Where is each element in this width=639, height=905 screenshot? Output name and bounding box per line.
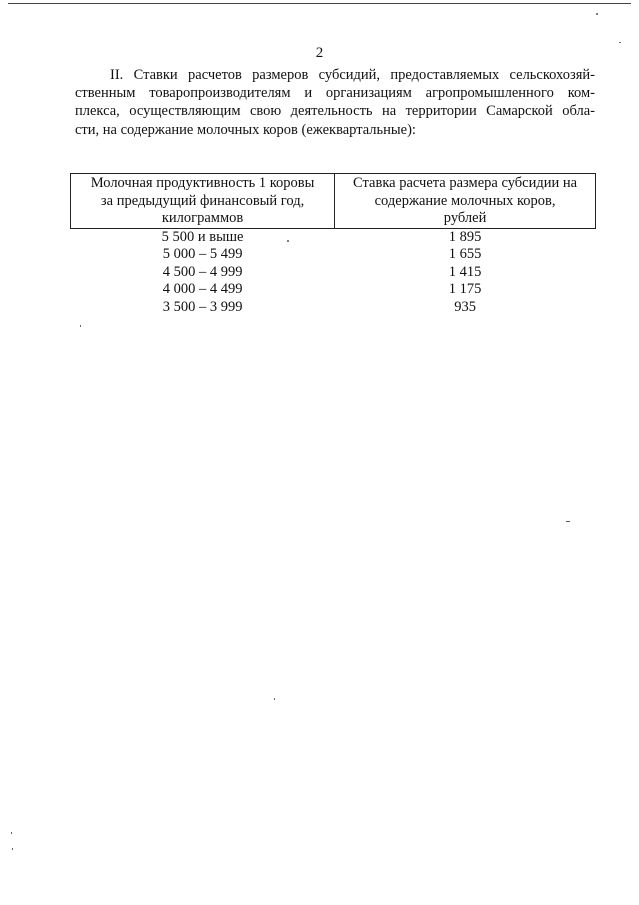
productivity-cell: 5 500 и выше — [161, 228, 244, 245]
table-header-row — [71, 174, 596, 229]
scan-speck — [287, 240, 289, 242]
productivity-cell: 3 500 – 3 999 — [162, 298, 243, 315]
scan-speck — [12, 848, 13, 850]
header-productivity — [71, 174, 335, 229]
rate-cell: 935 — [454, 298, 476, 315]
header-line: за предыдущий финансовый год, — [100, 192, 305, 209]
scan-speck — [80, 325, 81, 327]
table-row — [71, 281, 596, 299]
page-number: 2 — [315, 45, 324, 61]
paragraph-line: ственным товаропроизводителям и организациям агропромышленного ком- — [75, 85, 595, 102]
header-rate — [335, 174, 596, 229]
scan-speck — [566, 521, 570, 522]
header-line: килограммов — [161, 210, 244, 226]
rate-cell: 1 895 — [448, 228, 482, 245]
scan-speck — [274, 698, 275, 700]
subsidy-rates-table — [70, 173, 596, 316]
paragraph-line: сти, на содержание молочных коров (ежеквартальные): — [75, 121, 416, 138]
paragraph-line: плекса, осуществляющим свою деятельность на территории Самарской обла- — [75, 103, 595, 120]
table-row — [71, 246, 596, 264]
scan-speck — [11, 832, 12, 834]
rate-cell: 1 415 — [448, 263, 482, 280]
table-row — [71, 264, 596, 282]
productivity-cell: 4 500 – 4 999 — [162, 263, 243, 280]
header-line: содержание молочных коров, — [374, 192, 556, 209]
productivity-cell: 5 000 – 5 499 — [162, 246, 243, 262]
header-line: Ставка расчета размера субсидии на — [353, 175, 578, 191]
header-line: рублей — [443, 210, 487, 226]
table-row — [71, 299, 596, 317]
productivity-cell: 4 000 – 4 499 — [162, 281, 243, 297]
scan-speck — [596, 13, 598, 15]
paragraph-line: II. Ставки расчетов размеров субсидий, предоставляемых сельскохозяй- — [110, 67, 595, 83]
header-line: Молочная продуктивность 1 коровы — [90, 175, 315, 191]
section-heading-paragraph — [75, 66, 595, 139]
rate-cell: 1 655 — [448, 246, 482, 262]
top-edge-rule — [8, 3, 631, 4]
rate-cell: 1 175 — [448, 281, 482, 297]
table-row — [71, 228, 596, 246]
scan-speck — [619, 42, 621, 43]
